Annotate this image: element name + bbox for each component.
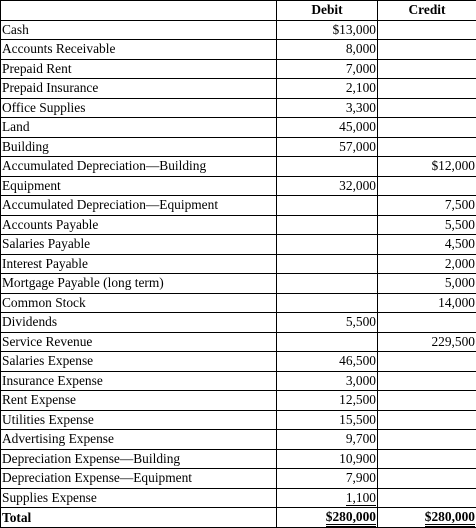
credit-cell: 5,500: [378, 215, 476, 235]
debit-cell: 15,500: [277, 410, 378, 430]
debit-cell: 32,000: [277, 176, 378, 196]
credit-cell: [378, 313, 476, 333]
credit-cell: [378, 449, 476, 469]
account-name-cell: Land: [1, 118, 277, 138]
credit-cell: [378, 118, 476, 138]
credit-column-header: Credit: [378, 1, 476, 21]
credit-cell: 229,500: [378, 332, 476, 352]
debit-cell: 7,000: [277, 59, 378, 79]
credit-cell: [378, 352, 476, 372]
account-name-cell: Service Revenue: [1, 332, 277, 352]
debit-cell: 57,000: [277, 137, 378, 157]
table-row: [1, 430, 476, 450]
account-name-cell: Utilities Expense: [1, 410, 277, 430]
credit-cell: 14,000: [378, 293, 476, 313]
account-name-cell: Equipment: [1, 176, 277, 196]
credit-cell: 4,500: [378, 235, 476, 255]
table-row: [1, 118, 476, 138]
account-column-header: [1, 1, 277, 21]
total-credit-value: $280,000: [425, 510, 475, 527]
debit-cell: 12,500: [277, 391, 378, 411]
account-name-cell: Interest Payable: [1, 254, 277, 274]
table-row: [1, 410, 476, 430]
credit-cell: [378, 20, 476, 40]
credit-cell: [378, 176, 476, 196]
debit-cell: [277, 196, 378, 216]
credit-cell: [378, 371, 476, 391]
total-credit-cell: [378, 508, 476, 528]
credit-cell: [378, 469, 476, 489]
account-name-cell: Cash: [1, 20, 277, 40]
debit-cell: 10,900: [277, 449, 378, 469]
credit-cell: [378, 430, 476, 450]
account-name-cell: Accumulated Depreciation—Building: [1, 157, 277, 177]
credit-cell: 5,000: [378, 274, 476, 294]
account-name-cell: Prepaid Insurance: [1, 79, 277, 99]
table-row: [1, 20, 476, 40]
credit-cell: [378, 488, 476, 508]
total-label: Total: [1, 508, 277, 528]
debit-cell: 3,300: [277, 98, 378, 118]
debit-value: 1,100: [346, 491, 376, 506]
credit-cell: 7,500: [378, 196, 476, 216]
credit-cell: [378, 98, 476, 118]
table-row: [1, 391, 476, 411]
account-name-cell: Depreciation Expense—Equipment: [1, 469, 277, 489]
table-row: [1, 293, 476, 313]
table-row: [1, 371, 476, 391]
table-row: [1, 196, 476, 216]
table-row: [1, 98, 476, 118]
table-row: [1, 274, 476, 294]
debit-cell: 46,500: [277, 352, 378, 372]
table-row: [1, 313, 476, 333]
table-row: [1, 79, 476, 99]
debit-cell: [277, 235, 378, 255]
debit-cell: 45,000: [277, 118, 378, 138]
account-name-cell: Dividends: [1, 313, 277, 333]
debit-cell: [277, 215, 378, 235]
debit-cell: 9,700: [277, 430, 378, 450]
account-name-cell: Depreciation Expense—Building: [1, 449, 277, 469]
account-name-cell: Insurance Expense: [1, 371, 277, 391]
credit-cell: $12,000: [378, 157, 476, 177]
debit-cell: [277, 274, 378, 294]
debit-cell: 2,100: [277, 79, 378, 99]
account-name-cell: Rent Expense: [1, 391, 277, 411]
debit-cell: [277, 488, 378, 508]
table-row: [1, 449, 476, 469]
table-row: [1, 235, 476, 255]
debit-cell: $13,000: [277, 20, 378, 40]
credit-cell: [378, 40, 476, 60]
debit-cell: 5,500: [277, 313, 378, 333]
table-row: [1, 332, 476, 352]
credit-cell: [378, 137, 476, 157]
debit-cell: [277, 293, 378, 313]
account-name-cell: Supplies Expense: [1, 488, 277, 508]
account-name-cell: Accounts Receivable: [1, 40, 277, 60]
table-row: [1, 215, 476, 235]
account-name-cell: Accounts Payable: [1, 215, 277, 235]
debit-cell: [277, 157, 378, 177]
header-row: [1, 1, 476, 21]
credit-cell: [378, 59, 476, 79]
credit-cell: [378, 391, 476, 411]
account-name-cell: Accumulated Depreciation—Equipment: [1, 196, 277, 216]
debit-cell: 8,000: [277, 40, 378, 60]
account-name-cell: Office Supplies: [1, 98, 277, 118]
debit-cell: [277, 254, 378, 274]
account-name-cell: Salaries Payable: [1, 235, 277, 255]
account-name-cell: Prepaid Rent: [1, 59, 277, 79]
credit-cell: 2,000: [378, 254, 476, 274]
account-name-cell: Advertising Expense: [1, 430, 277, 450]
debit-cell: 3,000: [277, 371, 378, 391]
total-debit-cell: [277, 508, 378, 528]
table-row: [1, 137, 476, 157]
account-name-cell: Mortgage Payable (long term): [1, 274, 277, 294]
table-row: [1, 176, 476, 196]
credit-cell: [378, 410, 476, 430]
debit-cell: 7,900: [277, 469, 378, 489]
account-name-cell: Common Stock: [1, 293, 277, 313]
total-debit-value: $280,000: [326, 510, 376, 527]
credit-cell: [378, 79, 476, 99]
debit-cell: [277, 332, 378, 352]
table-row: [1, 157, 476, 177]
account-name-cell: Building: [1, 137, 277, 157]
table-row: [1, 469, 476, 489]
table-row: [1, 40, 476, 60]
table-row: [1, 59, 476, 79]
table-row: [1, 488, 476, 508]
table-row: [1, 254, 476, 274]
account-name-cell: Salaries Expense: [1, 352, 277, 372]
debit-column-header: Debit: [277, 1, 378, 21]
table-body: [1, 20, 476, 508]
total-row: [1, 508, 476, 528]
table-row: [1, 352, 476, 372]
